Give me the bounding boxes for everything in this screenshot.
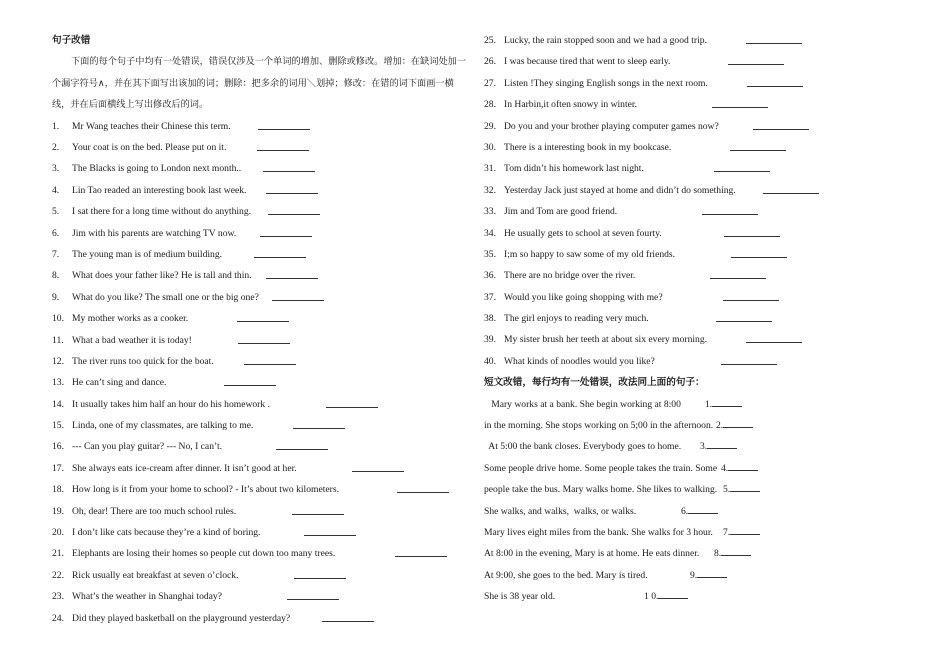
answer-blank[interactable]	[730, 522, 760, 535]
section-title: 句子改错	[52, 35, 91, 46]
question-item	[52, 116, 472, 137]
question-item	[484, 244, 924, 265]
question-item	[52, 543, 472, 564]
passage-answer-label: 3.	[700, 441, 708, 453]
question-item	[484, 116, 924, 137]
question-text: I sat there for a long time without do anything.	[72, 206, 252, 218]
question-item	[52, 265, 472, 286]
question-number: 26.	[484, 56, 496, 68]
passage-answer-slot[interactable]	[705, 394, 742, 415]
passage-line	[484, 543, 924, 564]
question-item	[484, 51, 924, 72]
question-number: 29.	[484, 120, 496, 132]
passage-line	[484, 479, 924, 500]
passage-text: She walks, and walks, walks, or walks.	[484, 505, 637, 517]
answer-blank[interactable]	[723, 415, 753, 428]
question-text: Elephants are losing their homes so people cut down too many trees.	[72, 548, 336, 560]
question-item	[52, 137, 472, 158]
answer-blank[interactable]	[352, 471, 404, 472]
answer-blank[interactable]	[254, 257, 306, 258]
answer-blank[interactable]	[730, 150, 786, 151]
question-number: 32.	[484, 184, 496, 196]
question-item	[52, 394, 472, 415]
question-item	[52, 223, 472, 244]
question-text: How long is it from your home to school? - It’s about two kilometers.	[72, 484, 339, 496]
question-text: The girl enjoys to reading very much.	[504, 313, 649, 325]
question-item	[52, 501, 472, 522]
passage-answer-label: 1.	[705, 398, 713, 410]
question-number: 6.	[52, 227, 60, 239]
question-text: The young man is of medium building.	[72, 248, 223, 260]
question-item	[484, 180, 924, 201]
question-number: 10.	[52, 313, 64, 325]
question-text: I;m so happy to saw some of my old friends.	[504, 248, 676, 260]
question-item	[484, 94, 924, 115]
question-number: 1.	[52, 120, 60, 132]
passage-answer-slot[interactable]	[681, 501, 718, 522]
passage-answer-slot[interactable]	[716, 415, 753, 436]
question-number: 38.	[484, 313, 496, 325]
question-item	[52, 201, 472, 222]
question-number: 3.	[52, 163, 60, 175]
instructions: 下面的每个句子中均有一处错误，错误仅涉及一个单词的增加、删除或修改。增加：在缺词处加一个漏字符号∧，并在其下面写出该加的词；删除：把多余的词用＼划掉；修改：在错的词下面画一横线，并在后面横线上写出修改后的词。	[52, 56, 467, 111]
question-item	[484, 351, 924, 372]
question-number: 2.	[52, 142, 60, 153]
question-item	[52, 522, 472, 543]
question-text: I was because tired that went to sleep early.	[504, 56, 671, 68]
answer-blank[interactable]	[728, 458, 758, 471]
question-text: Do you and your brother playing computer games now?	[504, 120, 719, 132]
left-column	[52, 30, 472, 629]
question-item	[52, 415, 472, 436]
question-number: 19.	[52, 505, 64, 517]
passage-text: She is 38 year old.	[484, 591, 556, 603]
question-item	[52, 436, 472, 457]
passage-title: 短文改错，每行均有一处错误，改法同上面的句子：	[484, 377, 705, 389]
question-text: What do you like? The small one or the big one?	[72, 291, 259, 303]
passage-answer-label: 5.	[723, 484, 731, 496]
question-text: Lucky, the rain stopped soon and we had a good trip.	[504, 35, 707, 46]
answer-blank[interactable]	[260, 236, 312, 237]
question-number: 37.	[484, 291, 496, 303]
question-number: 11.	[52, 334, 64, 346]
left-question-list	[52, 116, 472, 629]
passage-answer-label: 1 0.	[644, 591, 659, 603]
question-item	[52, 458, 472, 479]
answer-blank[interactable]	[728, 64, 784, 65]
answer-blank[interactable]	[266, 278, 318, 279]
answer-blank[interactable]	[723, 300, 779, 301]
passage-answer-label: 6.	[681, 505, 689, 517]
question-number: 27.	[484, 77, 496, 89]
question-text: Jim with his parents are watching TV now.	[72, 227, 237, 239]
question-item	[52, 608, 472, 629]
answer-blank[interactable]	[702, 214, 758, 215]
answer-blank[interactable]	[397, 492, 449, 493]
question-item	[52, 180, 472, 201]
answer-blank[interactable]	[237, 321, 289, 322]
passage-text: in the morning. She stops working on 5;00 in the afternoon.	[484, 420, 714, 432]
question-item	[484, 73, 924, 94]
question-number: 16.	[52, 441, 64, 453]
passage-answer-slot[interactable]	[644, 586, 688, 607]
right-question-list	[484, 30, 924, 372]
answer-blank[interactable]	[707, 436, 737, 449]
question-text: --- Can you play guitar? --- No, I can’t.	[72, 441, 223, 453]
question-text: He usually gets to school at seven fourty.	[504, 227, 662, 239]
answer-blank[interactable]	[224, 385, 276, 386]
question-text: He can’t sing and dance.	[72, 377, 167, 389]
question-number: 21.	[52, 548, 64, 560]
question-text: Lin Tao readed an interesting book last week.	[72, 184, 247, 196]
question-text: Would you like going shopping with me?	[504, 291, 663, 303]
question-number: 24.	[52, 612, 64, 624]
passage-text: Mary works at a bank. She begin working at 8:00	[484, 398, 681, 410]
question-text: Jim and Tom are good friend.	[504, 206, 618, 218]
answer-blank[interactable]	[257, 150, 309, 151]
answer-blank[interactable]	[293, 428, 345, 429]
question-item	[52, 351, 472, 372]
answer-blank[interactable]	[658, 586, 688, 599]
passage-line	[484, 415, 924, 436]
answer-blank[interactable]	[721, 543, 751, 556]
question-number: 39.	[484, 334, 496, 346]
right-column	[484, 30, 924, 608]
answer-blank[interactable]	[276, 449, 328, 450]
question-number: 9.	[52, 291, 60, 303]
question-item	[52, 479, 472, 500]
answer-blank[interactable]	[272, 300, 324, 301]
question-text: What kinds of noodles would you like?	[504, 355, 655, 367]
passage-answer-slot[interactable]	[723, 522, 760, 543]
passage-text: At 5:00 the bank closes. Everybody goes to home.	[484, 441, 682, 453]
question-item	[484, 30, 924, 51]
question-text: It usually takes him half an hour do his homework .	[72, 398, 270, 410]
passage-text: people take the bus. Mary walks home. She likes to walking.	[484, 484, 718, 496]
passage-line	[484, 501, 924, 522]
answer-blank[interactable]	[753, 129, 809, 130]
question-text: In Harbin,it often snowy in winter.	[504, 99, 637, 111]
question-text: What a bad weather it is today!	[72, 334, 192, 346]
question-text: Your coat is on the bed. Please put on it.	[72, 142, 227, 153]
answer-blank[interactable]	[287, 599, 339, 600]
question-item	[52, 565, 472, 586]
question-text: My sister brush her teeth at about six every morning.	[504, 334, 708, 346]
question-number: 25.	[484, 35, 496, 46]
question-number: 23.	[52, 591, 64, 603]
question-text: Tom didn’t his homework last night.	[504, 163, 644, 175]
question-text: Rick usually eat breakfast at seven o’clock.	[72, 569, 239, 581]
question-number: 13.	[52, 377, 64, 389]
question-item	[52, 372, 472, 393]
question-text: Did they played basketball on the playground yesterday?	[72, 612, 291, 624]
question-text: The river runs too quick for the boat.	[72, 355, 214, 367]
question-number: 20.	[52, 527, 64, 539]
passage-line	[484, 458, 924, 479]
answer-blank[interactable]	[730, 479, 760, 492]
question-item	[484, 308, 924, 329]
question-item	[52, 158, 472, 179]
passage-line	[484, 586, 924, 607]
passage-answer-slot[interactable]	[721, 458, 758, 479]
answer-blank[interactable]	[731, 257, 787, 258]
answer-blank[interactable]	[721, 364, 777, 365]
question-item	[484, 223, 924, 244]
question-text: Listen !They singing English songs in the next room.	[504, 77, 708, 89]
answer-blank[interactable]	[258, 129, 310, 130]
passage-answer-slot[interactable]	[690, 565, 727, 586]
passage-answer-label: 9.	[690, 569, 698, 581]
question-number: 35.	[484, 248, 496, 260]
question-text: What does your father like? He is tall and thin.	[72, 270, 252, 282]
question-number: 36.	[484, 270, 496, 282]
question-item	[484, 287, 924, 308]
question-number: 4.	[52, 184, 60, 196]
question-text: Linda, one of my classmates, are talking to me.	[72, 420, 254, 432]
passage-answer-slot[interactable]	[700, 436, 737, 457]
question-number: 22.	[52, 569, 64, 581]
answer-blank[interactable]	[712, 394, 742, 407]
question-text: I don’t like cats because they’re a kind of boring.	[72, 527, 261, 539]
answer-blank[interactable]	[244, 364, 296, 365]
question-item	[52, 330, 472, 351]
answer-blank[interactable]	[322, 621, 374, 622]
question-item	[484, 137, 924, 158]
passage-answer-label: 4.	[721, 462, 729, 474]
answer-blank[interactable]	[326, 407, 378, 408]
passage-line	[484, 436, 924, 457]
answer-blank[interactable]	[724, 236, 780, 237]
question-text: Mr Wang teaches their Chinese this term.	[72, 120, 231, 132]
question-number: 15.	[52, 420, 64, 432]
question-item	[52, 287, 472, 308]
answer-blank[interactable]	[688, 501, 718, 514]
question-text: My mother works as a cooker.	[72, 313, 189, 325]
question-item	[484, 158, 924, 179]
answer-blank[interactable]	[294, 578, 346, 579]
answer-blank[interactable]	[714, 171, 770, 172]
answer-blank[interactable]	[266, 193, 318, 194]
question-number: 18.	[52, 484, 64, 496]
answer-blank[interactable]	[746, 342, 802, 343]
answer-blank[interactable]	[710, 278, 766, 279]
passage-text: Some people drive home. Some people takes the train. Some	[484, 462, 718, 474]
question-number: 7.	[52, 248, 60, 260]
passage	[484, 394, 924, 608]
question-number: 31.	[484, 163, 496, 175]
answer-blank[interactable]	[746, 43, 802, 44]
answer-blank[interactable]	[716, 321, 772, 322]
question-text: The Blacks is going to London next month..	[72, 163, 242, 175]
answer-blank[interactable]	[238, 343, 290, 344]
answer-blank[interactable]	[304, 535, 356, 536]
question-number: 33.	[484, 206, 496, 218]
answer-blank[interactable]	[747, 86, 803, 87]
question-item	[52, 244, 472, 265]
answer-blank[interactable]	[697, 565, 727, 578]
question-item	[484, 329, 924, 350]
passage-line	[484, 565, 924, 586]
passage-answer-label: 8.	[714, 548, 722, 560]
question-number: 5.	[52, 206, 60, 218]
question-number: 17.	[52, 462, 64, 474]
question-number: 34.	[484, 227, 496, 239]
answer-blank[interactable]	[712, 107, 768, 108]
question-text: There is a interesting book in my bookcase.	[504, 141, 672, 153]
answer-blank[interactable]	[395, 556, 447, 557]
question-number: 12.	[52, 355, 64, 367]
passage-text: At 9:00, she goes to the bed. Mary is tired.	[484, 569, 648, 581]
question-number: 40.	[484, 355, 496, 367]
passage-text: At 8:00 in the evening, Mary is at home. He eats dinner.	[484, 548, 700, 560]
answer-blank[interactable]	[763, 193, 819, 194]
passage-line	[484, 394, 924, 415]
question-text: She always eats ice-cream after dinner. It isn’t good at her.	[72, 462, 297, 474]
question-item	[484, 201, 924, 222]
question-number: 30.	[484, 141, 496, 153]
answer-blank[interactable]	[268, 214, 320, 215]
question-item	[484, 265, 924, 286]
passage-answer-slot[interactable]	[714, 543, 751, 564]
question-number: 28.	[484, 99, 496, 111]
passage-answer-slot[interactable]	[723, 479, 760, 500]
passage-line	[484, 522, 924, 543]
passage-text: Mary lives eight miles from the bank. She walks for 3 hour.	[484, 526, 713, 538]
question-item	[52, 308, 472, 329]
passage-answer-label: 7.	[723, 526, 731, 538]
question-text: Yesterday Jack just stayed at home and didn’t do something.	[504, 184, 736, 196]
question-text: Oh, dear! There are too much school rules.	[72, 505, 237, 517]
question-text: There are no bridge over the river.	[504, 270, 636, 282]
question-number: 14.	[52, 398, 64, 410]
question-text: What’s the weather in Shanghai today?	[72, 591, 222, 603]
question-item	[52, 586, 472, 607]
question-number: 8.	[52, 270, 60, 282]
passage-answer-label: 2.	[716, 420, 724, 432]
answer-blank[interactable]	[292, 514, 344, 515]
answer-blank[interactable]	[263, 171, 315, 172]
